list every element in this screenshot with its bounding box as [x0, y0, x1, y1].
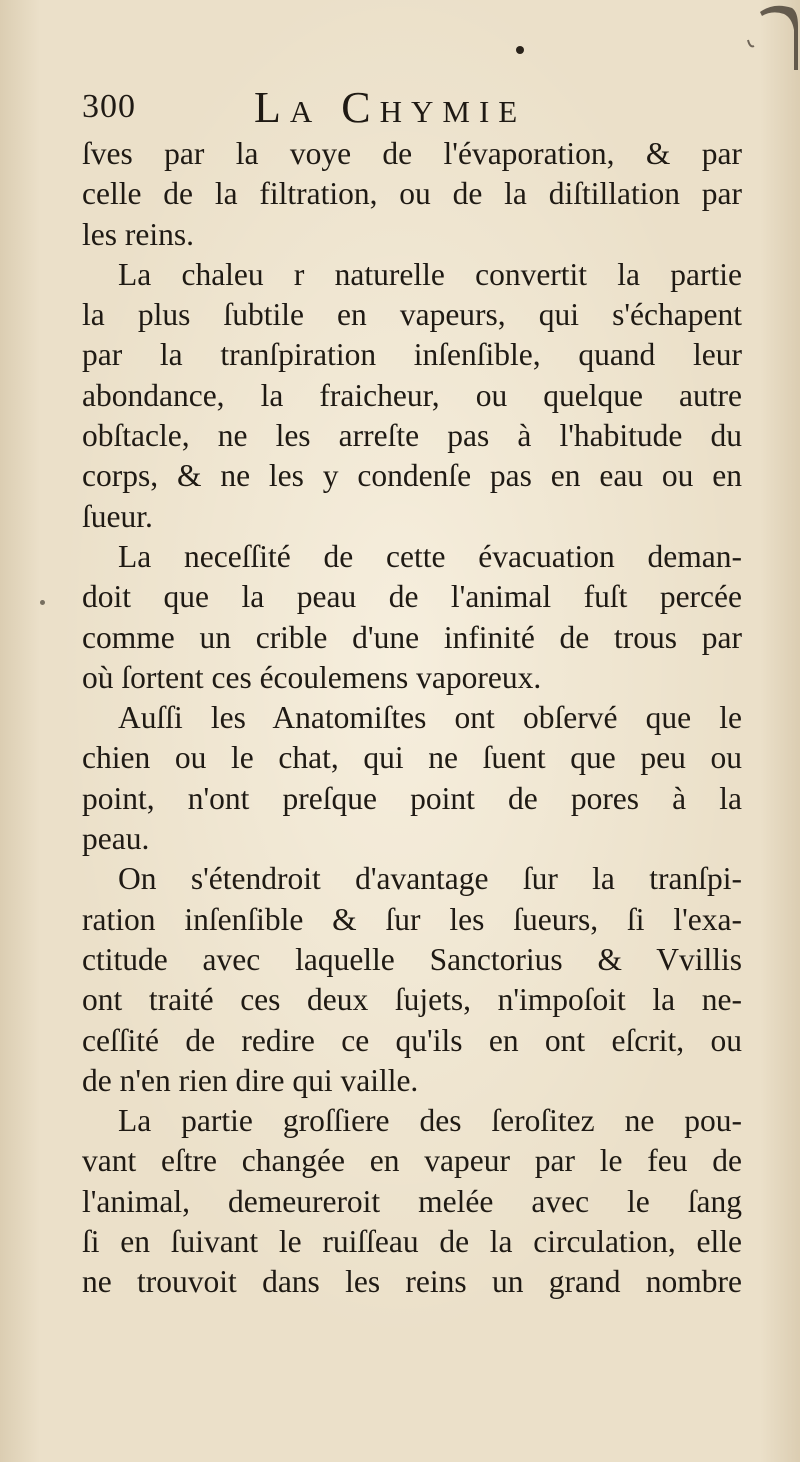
text-line: point, n'ont preſque point de pores à la [82, 780, 742, 816]
text-line: par la tranſpiration inſenſible, quand leur [82, 337, 742, 373]
text-line: l'animal, demeureroit melée avec le ſang [82, 1183, 742, 1219]
text-line: Auſſi les Anatomiſtes ont obſervé que le [118, 700, 742, 736]
text-line: obſtacle, ne les arreſte pas à l'habitude du [82, 418, 742, 454]
page-corner-mark [740, 0, 800, 70]
text-line: ctitude avec laquelle Sanctorius & Vvillis [82, 941, 742, 977]
text-line: On s'étendroit d'avantage ſur la tranſpi- [118, 861, 742, 897]
text-line: où ſortent ces écoulemens vaporeux. [82, 659, 542, 695]
text-line: ration inſenſible & ſur les ſueurs, ſi l'exa- [82, 901, 742, 937]
running-head [82, 82, 722, 132]
text-line: celle de la filtration, ou de la diſtillation par [82, 176, 742, 212]
text-line: La chaleu r naturelle convertit la partie [118, 256, 742, 292]
text-line: ceſſité de redire ce qu'ils en ont eſcrit, ou [82, 1022, 742, 1058]
text-line: vant eſtre changée en vapeur par le feu de [82, 1143, 742, 1179]
text-line: chien ou le chat, qui ne ſuent que peu ou [82, 740, 742, 776]
text-line: ſueur. [82, 498, 153, 534]
text-line: ſi en ſuivant le ruiſſeau de la circulation, elle [82, 1224, 742, 1260]
text-line: abondance, la fraicheur, ou quelque autre [82, 377, 742, 413]
text-line: comme un crible d'une infinité de trous par [82, 619, 742, 655]
text-line: de n'en rien dire qui vaille. [82, 1062, 419, 1098]
ink-spot [516, 46, 524, 54]
text-line: peau. [82, 821, 150, 857]
body-text [82, 134, 742, 1303]
text-line: ne trouvoit dans les reins un grand nombre [82, 1264, 742, 1300]
text-line: corps, & ne les y condenſe pas en eau ou en [82, 458, 742, 494]
text-line: les reins. [82, 216, 194, 252]
page-number: 300 [82, 88, 136, 125]
ink-spot [40, 600, 45, 605]
text-line: la plus ſubtile en vapeurs, qui s'échapent [82, 297, 742, 333]
text-line: La neceſſité de cette évacuation deman- [118, 538, 742, 574]
text-line: ont traité ces deux ſujets, n'impoſoit la ne- [82, 982, 742, 1018]
text-line: doit que la peau de l'animal fuſt percée [82, 579, 742, 615]
text-line: ſves par la voye de l'évaporation, & par [82, 136, 742, 171]
running-title: La Chymie [254, 83, 527, 132]
text-line: La partie groſſiere des ſeroſitez ne pou- [118, 1103, 742, 1139]
